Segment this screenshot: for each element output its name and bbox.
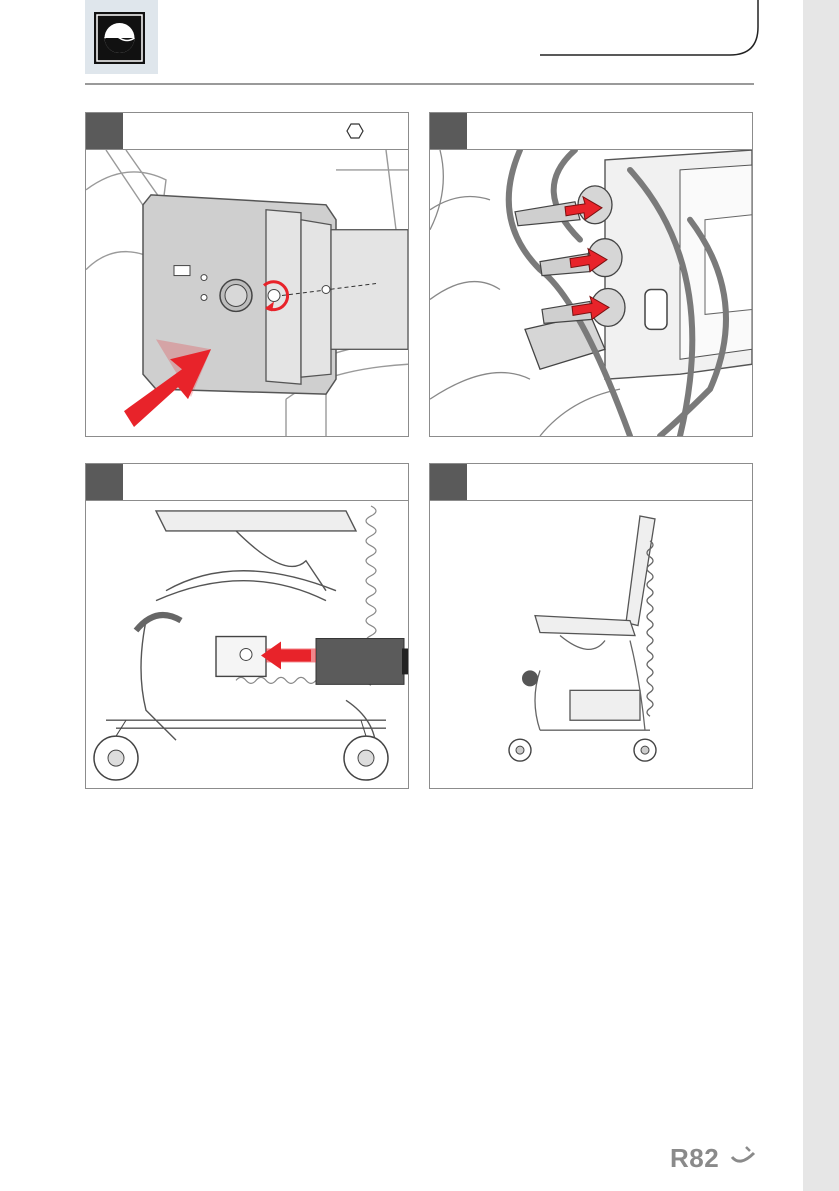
brand-logo-text: R82 xyxy=(670,1143,720,1173)
step-number-block xyxy=(86,464,123,500)
control-box-mounting-illustration xyxy=(86,150,408,436)
step-panel-header xyxy=(430,113,752,150)
wash-machine-icon xyxy=(94,12,145,64)
step-panel-header xyxy=(86,113,408,150)
step-panel-1 xyxy=(85,112,409,437)
step-number-block xyxy=(430,464,467,500)
step-panel-2 xyxy=(429,112,753,437)
cable-connection-illustration xyxy=(430,150,752,436)
step-number-block xyxy=(430,113,467,149)
step-panel-header xyxy=(430,464,752,501)
brand-swoosh-icon xyxy=(730,1145,756,1167)
step-panel-3 xyxy=(85,463,409,789)
battery-insertion-illustration xyxy=(86,501,408,788)
step-number-block xyxy=(86,113,123,149)
section-badge xyxy=(85,0,158,74)
complete-chair-illustration xyxy=(430,501,752,788)
step-panel-4 xyxy=(429,463,753,789)
step-panel-header xyxy=(86,464,408,501)
hex-key-icon xyxy=(346,123,364,139)
header-rule xyxy=(85,83,754,85)
page-corner-curve xyxy=(540,0,760,60)
brand-logo xyxy=(670,1143,756,1173)
page-edge-band xyxy=(803,0,839,1191)
